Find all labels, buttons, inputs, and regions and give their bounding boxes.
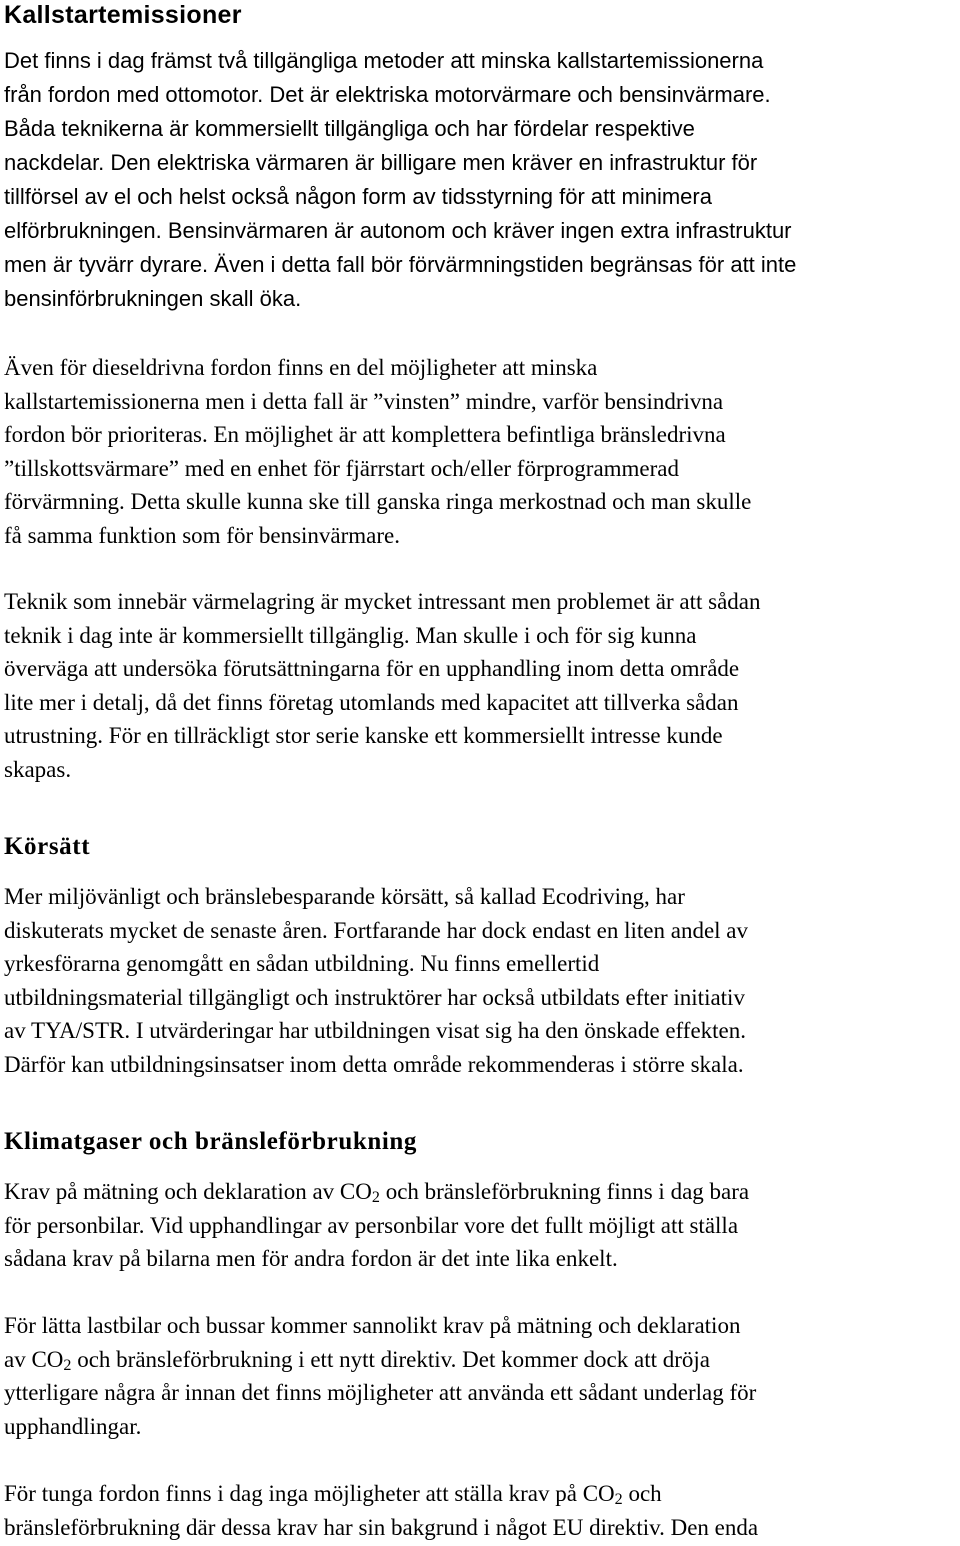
- text-line: få samma funktion som för bensinvärmare.: [4, 522, 400, 548]
- text-line: överväga att undersöka förutsättningarna för en upphandling inom detta område: [4, 656, 740, 681]
- text-line: Mer miljövänligt och bränslebesparande körsätt, så kallad Ecodriving, har: [4, 884, 685, 909]
- text-line: Det finns i dag främst två tillgängliga metoder att minska kallstartemissionerna: [4, 48, 764, 73]
- paragraph: [4, 585, 958, 786]
- text-line: fordon bör prioriteras. En möjlighet är att komplettera befintliga bränsledrivna: [4, 422, 726, 447]
- text-line: utrustning. För en tillräckligt stor serie kanske ett kommersiellt intresse kunde: [4, 723, 723, 748]
- heading-klimatgaser: Klimatgaser och bränsleförbrukning: [4, 1128, 418, 1155]
- subscript: 2: [63, 1356, 72, 1374]
- paragraph: [4, 1309, 958, 1443]
- text-line: nackdelar. Den elektriska värmaren är billigare men kräver en infrastruktur för: [4, 150, 758, 175]
- text-line: ytterligare några år innan det finns möjligheter att använda ett sådant underlag för: [4, 1380, 757, 1405]
- text-line: [4, 1343, 958, 1377]
- paragraph: [4, 1175, 958, 1276]
- paragraph: [4, 880, 958, 1081]
- text-line: [4, 1175, 958, 1209]
- paragraph: [4, 1477, 958, 1544]
- text-line: ”tillskottsvärmare” med en enhet för fjärrstart och/eller förprogrammerad: [4, 455, 680, 481]
- text-line: teknik i dag inte är kommersiellt tillgänglig. Man skulle i och för sig kunna: [4, 622, 697, 648]
- text-line: förvärmning. Detta skulle kunna ske till ganska ringa merkostnad och man skulle: [4, 489, 752, 514]
- text-line: lite mer i detalj, då det finns företag utomlands med kapacitet att tillverka sådan: [4, 689, 739, 715]
- heading-korsatt: Körsätt: [4, 833, 91, 860]
- text-line: tillförsel av el och helst också någon form av tidsstyrning för att minimera: [4, 184, 712, 209]
- text-line: men är tyvärr dyrare. Även i detta fall bör förvärmningstiden begränsas för att inte: [4, 252, 797, 277]
- text-fragment: Krav på mätning och deklaration av CO: [4, 1179, 372, 1204]
- text-line: upphandlingar.: [4, 1413, 142, 1439]
- text-line: För lätta lastbilar och bussar kommer sannolikt krav på mätning och deklaration: [4, 1313, 741, 1338]
- text-line: elförbrukningen. Bensinvärmaren är autonom och kräver ingen extra infrastruktur: [4, 218, 792, 243]
- text-fragment: För tunga fordon finns i dag inga möjligheter att ställa krav på CO: [4, 1481, 615, 1506]
- text-line: Teknik som innebär värmelagring är mycket intressant men problemet är att sådan: [4, 589, 761, 614]
- paragraph: [4, 351, 958, 552]
- heading-kallstartemissioner: Kallstartemissioner: [4, 1, 242, 29]
- text-line: Båda teknikerna är kommersiellt tillgängliga och har fördelar respektive: [4, 116, 695, 141]
- text-line: yrkesförarna genomgått en sådan utbildning. Nu finns emellertid: [4, 951, 600, 976]
- subscript: 2: [614, 1491, 623, 1508]
- text-line: Även för dieseldrivna fordon finns en del möjligheter att minska: [4, 355, 598, 380]
- text-line: Därför kan utbildningsinsatser inom detta område rekommenderas i större skala.: [4, 1051, 744, 1077]
- text-line: skapas.: [4, 756, 72, 782]
- text-line: av TYA/STR. I utvärderingar har utbildningen visat sig ha den önskade effekten.: [4, 1018, 746, 1043]
- text-fragment: och bränsleförbrukning finns i dag bara: [379, 1179, 750, 1204]
- text-line: diskuterats mycket de senaste åren. Fortfarande har dock endast en liten andel av: [4, 917, 749, 943]
- text-line: från fordon med ottomotor. Det är elektriska motorvärmare och bensinvärmare.: [4, 82, 771, 107]
- text-line: sådana krav på bilarna men för andra fordon är det inte lika enkelt.: [4, 1246, 618, 1271]
- text-line: bränsleförbrukning där dessa krav har sin bakgrund i något EU direktiv. Den enda: [4, 1514, 759, 1540]
- paragraph: [4, 44, 958, 316]
- text-line: bensinförbrukningen skall öka.: [4, 286, 302, 311]
- text-fragment: och: [622, 1481, 662, 1506]
- text-line: utbildningsmaterial tillgängligt och instruktörer har också utbildats efter initiativ: [4, 984, 745, 1010]
- text-line: kallstartemissionerna men i detta fall är ”vinsten” mindre, varför bensindrivna: [4, 388, 724, 414]
- text-fragment: och bränsleförbrukning i ett nytt direktiv. Det kommer dock att dröja: [71, 1346, 710, 1372]
- text-line: för personbilar. Vid upphandlingar av personbilar vore det fullt möjligt att ställa: [4, 1212, 739, 1238]
- subscript: 2: [371, 1189, 380, 1206]
- text-fragment: av CO: [4, 1346, 64, 1372]
- text-line: [4, 1477, 958, 1511]
